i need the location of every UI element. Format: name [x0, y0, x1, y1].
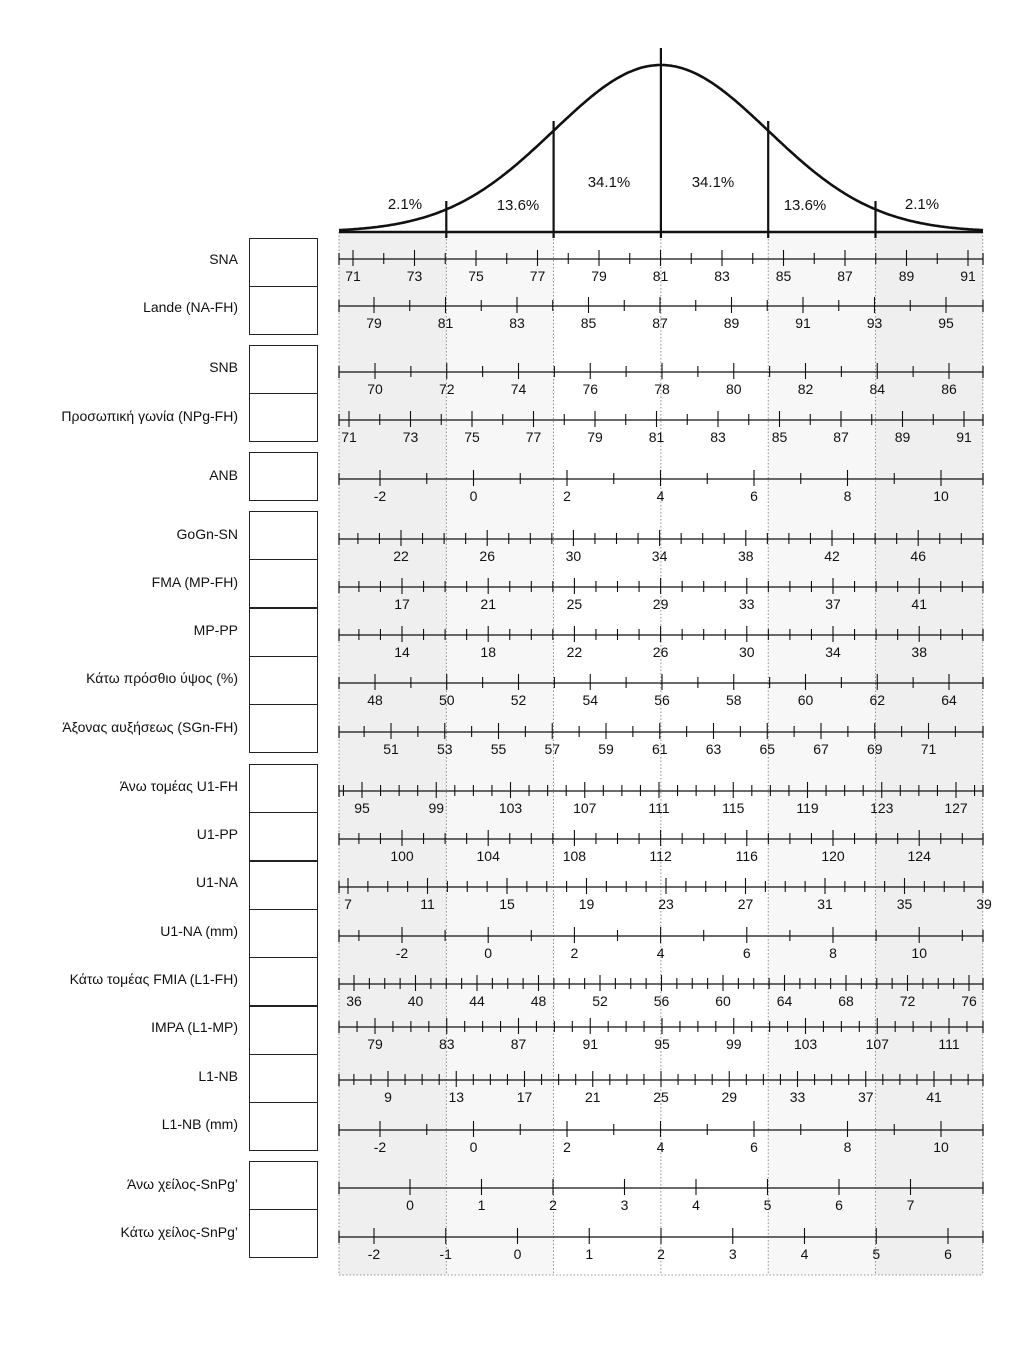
- tick-label: 25: [566, 596, 583, 612]
- value-entry-box[interactable]: [249, 511, 318, 560]
- tick-label: 53: [436, 741, 453, 757]
- value-entry-box[interactable]: [249, 1161, 318, 1210]
- tick-label: 85: [580, 315, 597, 331]
- tick-label: 99: [725, 1036, 742, 1052]
- tick-label: 60: [797, 692, 814, 708]
- tick-label: -2: [395, 945, 409, 961]
- tick-label: 64: [776, 993, 793, 1009]
- tick-label: 116: [735, 848, 758, 864]
- tick-label: 65: [759, 741, 776, 757]
- row-label: L1-NB (mm): [161, 1116, 238, 1132]
- value-entry-box[interactable]: [249, 238, 318, 287]
- zone-percent-label: 2.1%: [904, 196, 940, 213]
- tick-label: 60: [715, 993, 731, 1009]
- tick-label: 68: [838, 993, 854, 1009]
- tick-label: 22: [566, 644, 583, 660]
- value-entry-box[interactable]: [249, 764, 318, 813]
- zone-percent-label: 34.1%: [691, 174, 735, 191]
- tick-label: 27: [737, 896, 754, 912]
- row-label: U1-PP: [196, 826, 238, 842]
- tick-label: 83: [509, 315, 525, 331]
- tick-label: 6: [742, 945, 751, 961]
- tick-label: 59: [598, 741, 614, 757]
- tick-label: 8: [843, 488, 852, 504]
- tick-label: 80: [725, 381, 742, 397]
- tick-label: 63: [705, 741, 722, 757]
- tick-label: 10: [933, 488, 949, 504]
- tick-label: 87: [837, 268, 853, 284]
- value-entry-box[interactable]: [249, 909, 318, 958]
- value-entry-box[interactable]: [249, 393, 318, 442]
- tick-label: 10: [933, 1139, 949, 1155]
- tick-label: 85: [775, 268, 792, 284]
- tick-label: -1: [439, 1246, 452, 1262]
- tick-label: 111: [648, 800, 670, 816]
- tick-label: 62: [869, 692, 886, 708]
- tick-label: 76: [961, 993, 977, 1009]
- tick-label: 4: [656, 945, 665, 961]
- tick-label: 73: [406, 268, 423, 284]
- tick-label: 6: [750, 488, 758, 504]
- row-label: MP-PP: [193, 622, 238, 638]
- tick-label: 48: [367, 692, 383, 708]
- tick-label: 72: [899, 993, 916, 1009]
- row-label: SNB: [209, 359, 238, 375]
- value-entry-box[interactable]: [249, 957, 318, 1006]
- tick-label: 1: [585, 1246, 594, 1262]
- tick-label: 34: [651, 548, 668, 564]
- row-label: Άνω χείλος-SnPg’: [127, 1176, 238, 1192]
- tick-label: 75: [468, 268, 484, 284]
- row-label: FMA (MP-FH): [151, 574, 238, 590]
- tick-label: 112: [649, 848, 672, 864]
- tick-label: 1: [477, 1197, 486, 1213]
- tick-label: 6: [835, 1197, 843, 1213]
- tick-label: 54: [582, 692, 599, 708]
- tick-label: 64: [941, 692, 957, 708]
- row-label: Προσωπική γωνία (NPg-FH): [61, 408, 238, 424]
- tick-label: 91: [582, 1036, 599, 1052]
- value-entry-box[interactable]: [249, 1006, 318, 1055]
- tick-label: 33: [739, 596, 755, 612]
- zone-percent-label: 13.6%: [496, 197, 540, 214]
- tick-label: 79: [591, 268, 607, 284]
- tick-label: 18: [480, 644, 496, 660]
- tick-label: 75: [464, 429, 480, 445]
- tick-label: 57: [544, 741, 561, 757]
- tick-label: 8: [843, 1139, 852, 1155]
- tick-label: 61: [651, 741, 668, 757]
- tick-label: 86: [941, 381, 957, 397]
- tick-label: 5: [763, 1197, 772, 1213]
- tick-label: 95: [938, 315, 954, 331]
- row-label: L1-NB: [198, 1068, 238, 1084]
- tick-label: 76: [582, 381, 599, 397]
- tick-label: 17: [516, 1089, 533, 1105]
- tick-label: 52: [592, 993, 608, 1009]
- row-label: Κάτω τομέας FMIA (L1-FH): [69, 971, 238, 987]
- tick-label: 4: [692, 1197, 700, 1213]
- row-label: IMPA (L1-MP): [151, 1019, 238, 1035]
- row-label: Κάτω χείλος-SnPg’: [120, 1224, 238, 1240]
- tick-label: 34: [825, 644, 841, 660]
- tick-label: 81: [652, 268, 669, 284]
- tick-label: 0: [469, 1139, 478, 1155]
- tick-label: 38: [911, 644, 927, 660]
- tick-label: 41: [926, 1089, 942, 1105]
- tick-label: -2: [367, 1246, 381, 1262]
- tick-label: 37: [857, 1089, 874, 1105]
- tick-label: 0: [469, 488, 478, 504]
- row-label: Άνω τομέας U1-FH: [119, 778, 238, 794]
- tick-label: 25: [653, 1089, 669, 1105]
- value-entry-box[interactable]: [249, 1054, 318, 1103]
- tick-label: 70: [367, 381, 383, 397]
- tick-label: 26: [479, 548, 495, 564]
- tick-label: 79: [366, 315, 382, 331]
- tick-label: 46: [910, 548, 926, 564]
- tick-label: 74: [510, 381, 527, 397]
- row-label: Άξονας αυξήσεως (SGn-FH): [62, 719, 238, 735]
- tick-label: 124: [907, 848, 931, 864]
- tick-label: 87: [652, 315, 668, 331]
- tick-label: 85: [771, 429, 788, 445]
- tick-label: 93: [866, 315, 883, 331]
- tick-label: 95: [354, 800, 370, 816]
- value-entry-box[interactable]: [249, 656, 318, 705]
- value-entry-box[interactable]: [249, 812, 318, 861]
- tick-label: 3: [620, 1197, 629, 1213]
- tick-label: 87: [833, 429, 849, 445]
- tick-label: 10: [911, 945, 927, 961]
- tick-label: 7: [344, 896, 352, 912]
- tick-label: 5: [872, 1246, 881, 1262]
- value-entry-box[interactable]: [249, 286, 318, 335]
- tick-label: 111: [938, 1036, 960, 1052]
- tick-label: 30: [739, 644, 755, 660]
- tick-label: 89: [723, 315, 740, 331]
- tick-label: 0: [513, 1246, 522, 1262]
- value-entry-box[interactable]: [249, 452, 318, 501]
- tick-label: 89: [898, 268, 915, 284]
- tick-label: 84: [869, 381, 886, 397]
- tick-label: 30: [565, 548, 582, 564]
- tick-label: 99: [428, 800, 445, 816]
- tick-label: 4: [656, 1139, 665, 1155]
- tick-label: 6: [944, 1246, 952, 1262]
- tick-label: 55: [490, 741, 507, 757]
- tick-label: 104: [476, 848, 500, 864]
- tick-label: 38: [738, 548, 754, 564]
- tick-label: 81: [437, 315, 454, 331]
- tick-label: 8: [829, 945, 837, 961]
- zone-percent-label: 2.1%: [387, 196, 423, 213]
- tick-label: 77: [529, 268, 546, 284]
- tick-label: 44: [469, 993, 485, 1009]
- tick-label: 119: [796, 800, 819, 816]
- tick-label: 73: [402, 429, 419, 445]
- tick-label: 123: [870, 800, 894, 816]
- tick-label: 79: [587, 429, 603, 445]
- row-label: U1-NA: [195, 874, 238, 890]
- tick-label: 2: [549, 1197, 557, 1213]
- zone-percent-label: 13.6%: [783, 197, 827, 214]
- tick-label: 39: [976, 896, 992, 912]
- tick-label: 50: [438, 692, 455, 708]
- tick-label: 33: [789, 1089, 806, 1105]
- tick-label: 36: [346, 993, 362, 1009]
- tick-label: 0: [484, 945, 493, 961]
- tick-label: 21: [584, 1089, 601, 1105]
- tick-label: 79: [367, 1036, 383, 1052]
- tick-label: 115: [722, 800, 745, 816]
- tick-label: 69: [866, 741, 883, 757]
- row-label: Κάτω πρόσθιο ύψος (%): [86, 670, 238, 686]
- tick-label: 11: [420, 896, 435, 912]
- tick-label: 14: [394, 644, 410, 660]
- tick-label: 78: [654, 381, 670, 397]
- tick-label: 29: [721, 1089, 738, 1105]
- tick-label: 71: [341, 429, 357, 445]
- row-label: Lande (NA-FH): [143, 299, 238, 315]
- tick-label: 2: [563, 1139, 571, 1155]
- tick-label: 120: [821, 848, 845, 864]
- tick-label: 103: [498, 800, 523, 816]
- tick-label: 13: [448, 1089, 465, 1105]
- row-label: ANB: [209, 467, 238, 483]
- tick-label: 83: [714, 268, 730, 284]
- value-entry-box[interactable]: [249, 1102, 318, 1151]
- tick-label: 91: [960, 268, 976, 284]
- tick-label: 15: [499, 896, 515, 912]
- tick-label: 56: [653, 993, 670, 1009]
- tick-label: 19: [578, 896, 595, 912]
- tick-label: 51: [383, 741, 399, 757]
- tick-label: 108: [562, 848, 587, 864]
- tick-label: 71: [920, 741, 937, 757]
- tick-label: 37: [825, 596, 841, 612]
- tick-label: 107: [865, 1036, 889, 1052]
- tick-label: 77: [525, 429, 542, 445]
- value-entry-box[interactable]: [249, 861, 318, 910]
- tick-label: 87: [510, 1036, 527, 1052]
- tick-label: 52: [510, 692, 527, 708]
- tick-label: 107: [573, 800, 597, 816]
- tick-label: 2: [570, 945, 579, 961]
- tick-label: 91: [956, 429, 972, 445]
- value-entry-box[interactable]: [249, 345, 318, 394]
- tick-label: 4: [800, 1246, 809, 1262]
- row-label: SNA: [209, 251, 238, 267]
- tick-label: 2: [563, 488, 571, 504]
- tick-label: 3: [728, 1246, 737, 1262]
- tick-label: -2: [373, 1139, 387, 1155]
- tick-label: 35: [896, 896, 913, 912]
- tick-label: 91: [795, 315, 811, 331]
- row-label: U1-NA (mm): [160, 923, 238, 939]
- tick-label: 31: [817, 896, 833, 912]
- tick-label: 2: [657, 1246, 665, 1262]
- tick-label: 83: [710, 429, 726, 445]
- tick-label: 83: [438, 1036, 455, 1052]
- tick-label: 42: [824, 548, 840, 564]
- tick-label: 23: [658, 896, 674, 912]
- tick-label: 9: [384, 1089, 392, 1105]
- tick-label: 82: [797, 381, 814, 397]
- tick-label: 7: [906, 1197, 915, 1213]
- tick-label: 56: [654, 692, 670, 708]
- tick-label: 89: [894, 429, 911, 445]
- value-entry-box[interactable]: [249, 608, 318, 657]
- tick-label: 100: [390, 848, 414, 864]
- tick-label: 71: [345, 268, 361, 284]
- tick-label: 41: [911, 596, 927, 612]
- tick-label: 95: [654, 1036, 670, 1052]
- tick-label: 6: [750, 1139, 758, 1155]
- row-label: GoGn-SN: [176, 526, 238, 542]
- tick-label: 127: [944, 800, 968, 816]
- tick-label: 40: [407, 993, 424, 1009]
- tick-label: -2: [373, 488, 387, 504]
- tick-label: 48: [530, 993, 547, 1009]
- tick-label: 29: [652, 596, 669, 612]
- tick-label: 67: [813, 741, 829, 757]
- tick-label: 58: [725, 692, 742, 708]
- tick-label: 72: [438, 381, 455, 397]
- tick-label: 22: [393, 548, 409, 564]
- tick-label: 4: [656, 488, 665, 504]
- tick-label: 26: [652, 644, 669, 660]
- tick-label: 21: [480, 596, 496, 612]
- tick-label: 17: [394, 596, 410, 612]
- zone-percent-label: 34.1%: [587, 174, 631, 191]
- tick-label: 81: [648, 429, 665, 445]
- value-entry-box[interactable]: [249, 1209, 318, 1258]
- tick-label: 0: [406, 1197, 414, 1213]
- value-entry-box[interactable]: [249, 559, 318, 608]
- tick-label: 103: [793, 1036, 818, 1052]
- value-entry-box[interactable]: [249, 704, 318, 753]
